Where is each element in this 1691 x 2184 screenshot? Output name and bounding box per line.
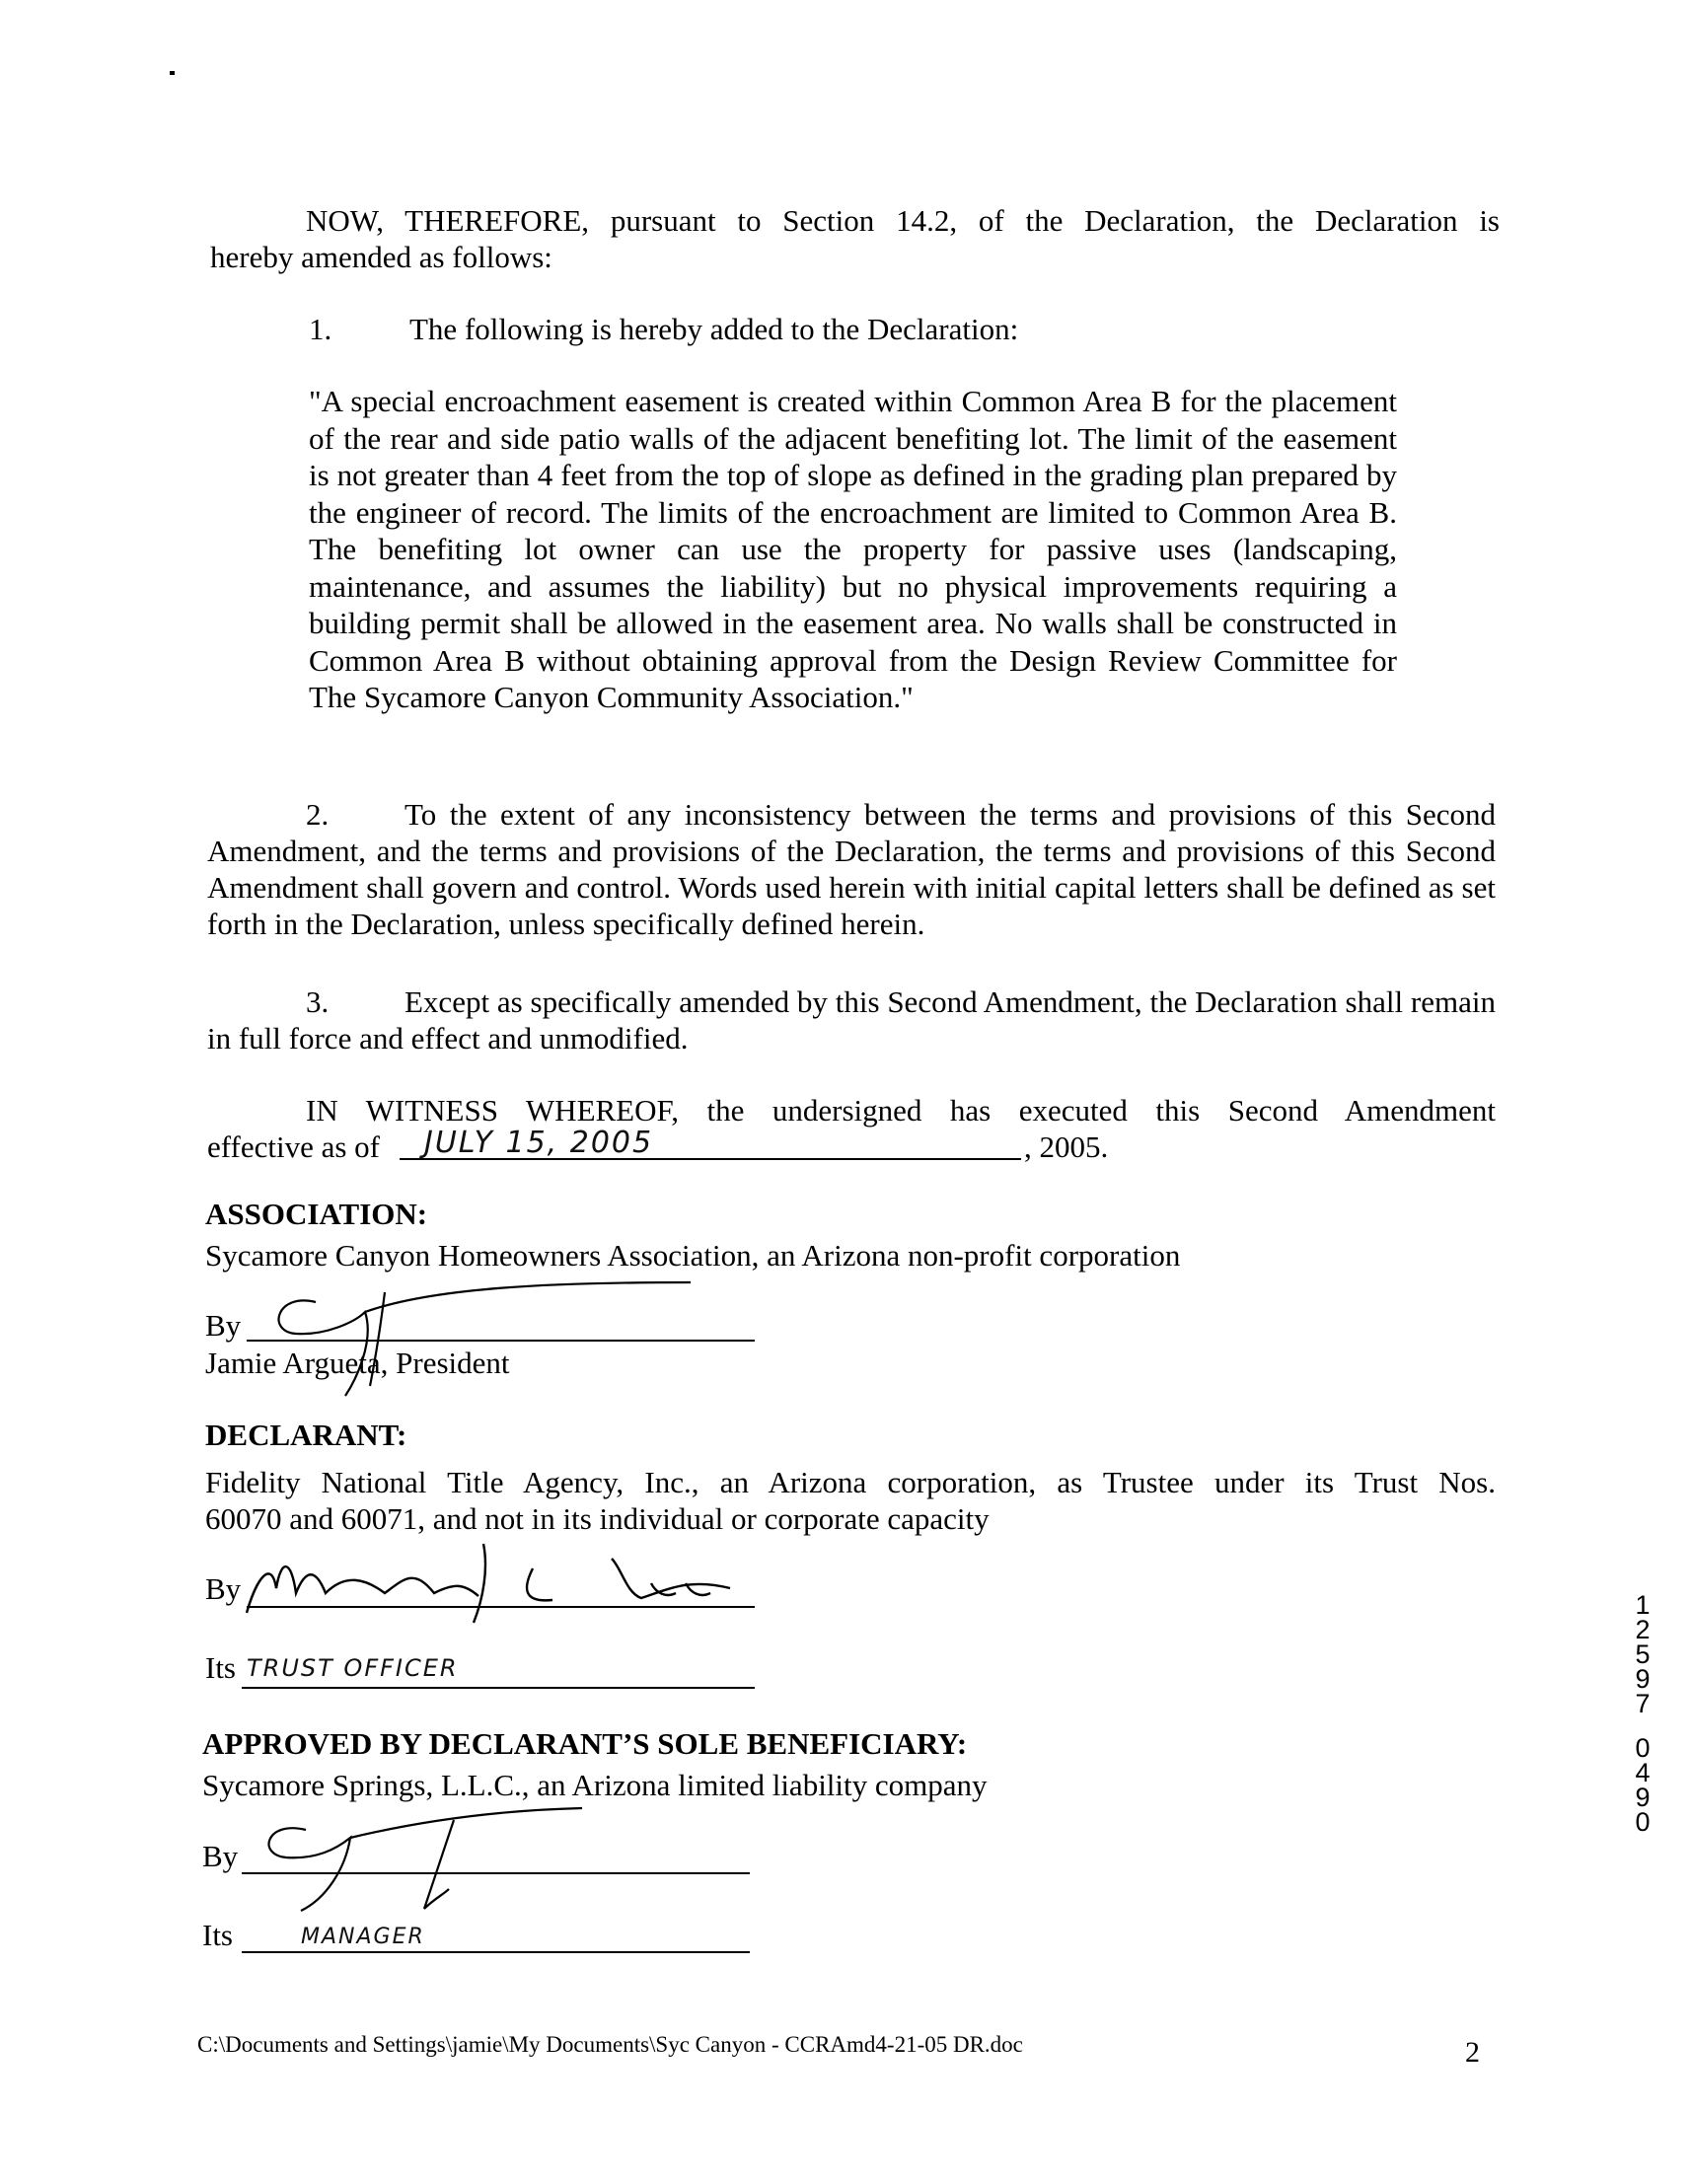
recording-stamp-line-2: 0490 xyxy=(1635,1733,1651,1837)
intro-line-1: NOW, THEREFORE, pursuant to Section 14.2, of the Declaration, the Declaration is xyxy=(306,203,1500,238)
declarant-by-label: By xyxy=(205,1571,242,1606)
beneficiary-heading: APPROVED BY DECLARANT’S SOLE BENEFICIARY: xyxy=(202,1726,968,1761)
page-number: 2 xyxy=(1465,2036,1480,2069)
footer-file-path: C:\Documents and Settings\jamie\My Documents\Syc Canyon - CCRAmd4-21-05 DR.doc xyxy=(197,2032,1023,2057)
declarant-its-label: Its xyxy=(205,1650,236,1685)
effective-prefix: effective as of xyxy=(207,1129,380,1164)
recording-stamp-line-1: 12597 xyxy=(1635,1590,1651,1718)
association-signer: Jamie Argueta, President xyxy=(205,1346,510,1380)
declarant-heading: DECLARANT: xyxy=(205,1418,407,1452)
item-1-text: The following is hereby added to the Declaration: xyxy=(409,312,1019,346)
declarant-its-line xyxy=(242,1687,755,1689)
beneficiary-by-label: By xyxy=(202,1839,239,1873)
item-3-body: Except as specifically amended by this Second Amendment, the Declaration shall remain in full force and effect and unmodified. xyxy=(207,984,1496,1056)
beneficiary-entity: Sycamore Springs, L.L.C., an Arizona limited liability company xyxy=(202,1768,988,1802)
item-1-number: 1. xyxy=(309,312,332,346)
effective-year-suffix: , 2005. xyxy=(1024,1129,1109,1164)
association-signature xyxy=(257,1273,710,1401)
beneficiary-its-label: Its xyxy=(202,1918,233,1952)
declarant-entity-line-1: Fidelity National Title Agency, Inc., an Arizona corporation, as Trustee under its Trust Nos. xyxy=(205,1465,1496,1499)
item-3-number: 3. xyxy=(306,984,330,1019)
association-entity: Sycamore Canyon Homeowners Association, an Arizona non-profit corporation xyxy=(205,1238,1181,1273)
association-heading: ASSOCIATION: xyxy=(205,1197,428,1231)
item-2-number: 2. xyxy=(306,797,330,832)
beneficiary-its-handwritten: MANAGER xyxy=(301,1925,425,1949)
recording-stamp xyxy=(1623,1590,1662,1837)
item-2-text: To the extent of any inconsistency between the terms and provisions of this Second Amendment, and the terms and provisions of the Declaration, the terms and provisions of this Second Amendment shall govern and control. Words used herein with initial capital letters shall be defined as set forth in the Declaration, unless specifically defined herein. xyxy=(207,797,1496,941)
intro-line-2: hereby amended as follows: xyxy=(210,240,552,274)
effective-date-handwritten: JULY 15, 2005 xyxy=(424,1126,654,1160)
declarant-its-handwritten: TRUST OFFICER xyxy=(247,1654,459,1682)
association-by-label: By xyxy=(205,1308,242,1343)
witness-text: IN WITNESS WHEREOF, the undersigned has executed this Second Amendment xyxy=(306,1093,1496,1128)
declarant-signature xyxy=(237,1539,750,1628)
item-1-quote: "A special encroachment easement is created within Common Area B for the placement of the rear and side patio walls of the adjacent benefiting lot. The limit of the easement is not greater than 4 feet from the top of slope as defined in the grading plan prepared by the engineer of record. The limits of the encroachment are limited to Common Area B. The benefiting lot owner can use the property for passive uses (landscaping, maintenance, and assumes the liability) but no physical improvements requiring a building permit shall be allowed in the easement area. No walls shall be constructed in Common Area B without obtaining approval from the Design Review Committee for The Sycamore Canyon Community Association." xyxy=(309,384,1397,714)
declarant-entity-line-2: 60070 and 60071, and not in its individual or corporate capacity xyxy=(205,1501,990,1536)
beneficiary-signature xyxy=(247,1800,602,1919)
scan-mark xyxy=(170,71,175,75)
item-3-text xyxy=(207,983,1496,1056)
